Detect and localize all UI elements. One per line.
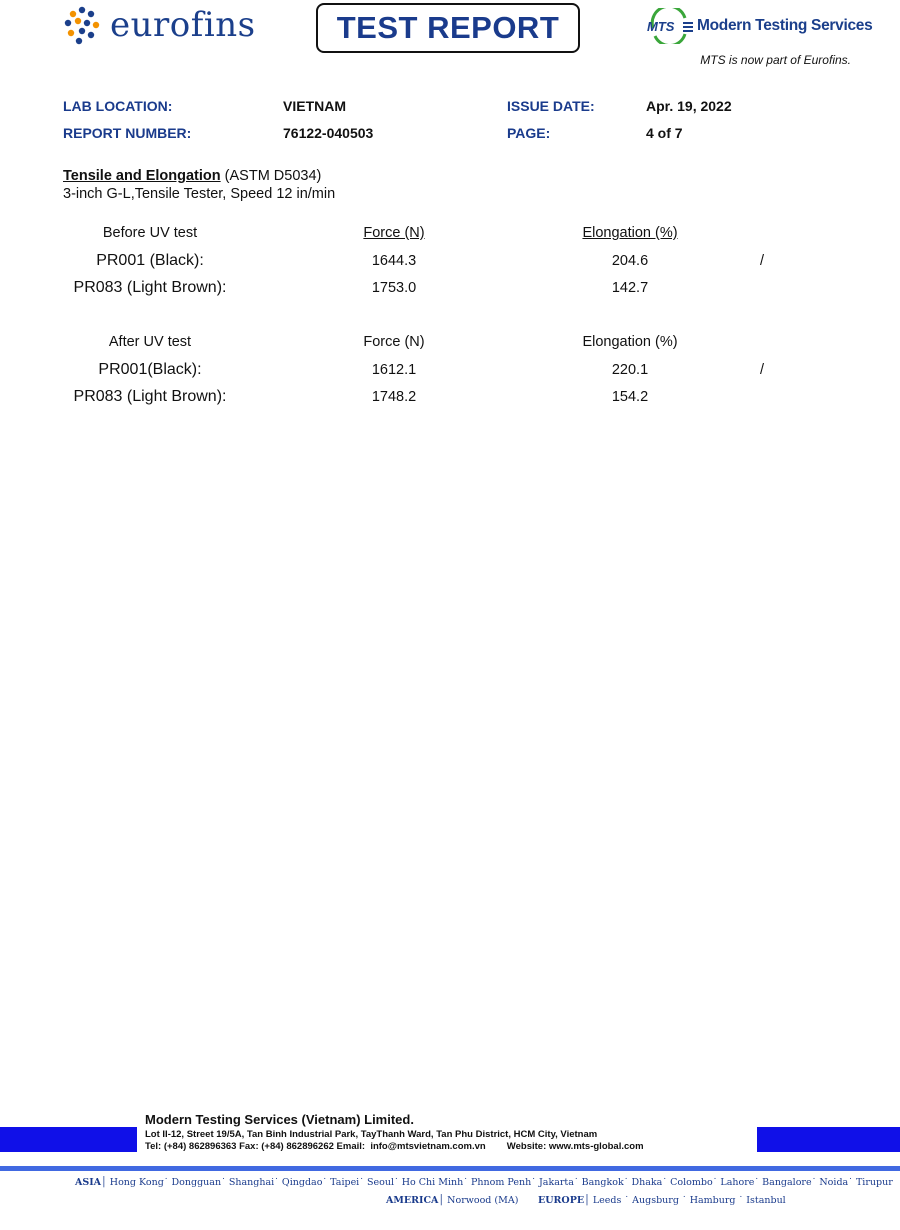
before-heading: Before UV test <box>102 225 198 241</box>
report-title: TEST REPORT <box>336 10 560 45</box>
america-label: AMERICA <box>386 1195 439 1206</box>
issue-date-value: Apr. 19, 2022 <box>646 98 732 114</box>
before-row-2-name: PR083 (Light Brown): <box>73 279 227 296</box>
asia-cities: Hong Kong˙ Dongguan˙ Shanghai˙ Qingdao˙ Taipei˙ Seoul˙ Ho Chi Minh˙ Phnom Penh˙ Jakarta˙ Bangkok˙ Dhaka˙ Colombo˙ Lahore˙ Bangalore˙ Noida˙ Tirupur <box>109 1177 893 1188</box>
report-number-value: 76122-040503 <box>283 125 374 141</box>
before-force-header: Force (N) <box>363 225 425 241</box>
footer-company: Modern Testing Services (Vietnam) Limited. <box>145 1112 414 1127</box>
lab-location-value: VIETNAM <box>283 98 346 114</box>
after-row-2-name: PR083 (Light Brown): <box>73 388 227 405</box>
after-row-2-elongation: 154.2 <box>611 389 649 405</box>
after-row-1-name: PR001(Black): <box>98 361 202 378</box>
footer-america: AMERICA│ Norwood (MA) <box>386 1195 519 1206</box>
mts-logo <box>645 8 872 44</box>
before-row-2-force: 1753.0 <box>371 280 417 296</box>
after-row-1-elongation: 220.1 <box>611 362 649 378</box>
after-row-2-force: 1748.2 <box>371 389 417 405</box>
mts-note: MTS is now part of Eurofins. <box>700 53 851 67</box>
before-row-1-name: PR001 (Black): <box>96 252 204 269</box>
footer-europe: EUROPE│ Leeds ˙ Augsburg ˙ Hamburg ˙ Istanbul <box>538 1195 786 1206</box>
before-row-2-elongation: 142.7 <box>611 280 649 296</box>
america-cities: Norwood (MA) <box>447 1195 519 1206</box>
section-subtitle: 3-inch G-L,Tensile Tester, Speed 12 in/min <box>63 186 336 202</box>
after-row-1-force: 1612.1 <box>371 362 417 378</box>
europe-label: EUROPE <box>538 1195 585 1206</box>
eurofins-brand-text: eurofins <box>110 5 256 45</box>
report-title-box <box>316 3 580 53</box>
footer-address: Lot II-12, Street 19/5A, Tan Binh Industrial Park, TayThanh Ward, Tan Phu District, HCM City, Vietnam <box>145 1129 598 1140</box>
page-value: 4 of 7 <box>646 125 683 141</box>
mts-name: Modern Testing Services <box>697 17 873 34</box>
after-force-header: Force (N) <box>363 334 425 350</box>
before-row-1-mark: / <box>759 253 765 269</box>
before-elongation-header: Elongation (%) <box>582 225 678 241</box>
after-row-1-mark: / <box>759 362 765 378</box>
after-heading: After UV test <box>108 334 192 350</box>
footer-asia: ASIA│ Hong Kong˙ Dongguan˙ Shanghai˙ Qingdao˙ Taipei˙ Seoul˙ Ho Chi Minh˙ Phnom Penh˙ Jakarta˙ Bangkok˙ Dhaka˙ Colombo˙ Lahore˙ Bangalore˙ Noida˙ Tirupur <box>75 1177 893 1188</box>
section-title-text: Tensile and Elongation <box>63 168 221 184</box>
footer-rule <box>0 1166 900 1171</box>
eurofins-logo <box>62 4 256 46</box>
issue-date-label: ISSUE DATE: <box>507 98 595 114</box>
asia-label: ASIA <box>75 1177 102 1188</box>
section-title <box>63 168 321 184</box>
footer-bar-left <box>0 1127 137 1152</box>
mts-swoosh-icon <box>645 8 695 44</box>
after-elongation-header: Elongation (%) <box>582 334 678 350</box>
before-row-1-force: 1644.3 <box>371 253 417 269</box>
page-label: PAGE: <box>507 125 551 141</box>
eurofins-dots-icon <box>62 5 102 45</box>
europe-cities: Leeds ˙ Augsburg ˙ Hamburg ˙ Istanbul <box>592 1195 786 1206</box>
lab-location-label: LAB LOCATION: <box>63 98 173 114</box>
section-standard: (ASTM D5034) <box>224 168 322 184</box>
before-row-1-elongation: 204.6 <box>611 253 649 269</box>
footer-contact: Tel: (+84) 862896363 Fax: (+84) 862896262 Email: info@mtsvietnam.com.vn Website: www.mts-global.com <box>145 1141 644 1152</box>
footer-bar-right <box>757 1127 900 1152</box>
report-number-label: REPORT NUMBER: <box>63 125 192 141</box>
mts-abbr: MTS <box>647 19 675 34</box>
